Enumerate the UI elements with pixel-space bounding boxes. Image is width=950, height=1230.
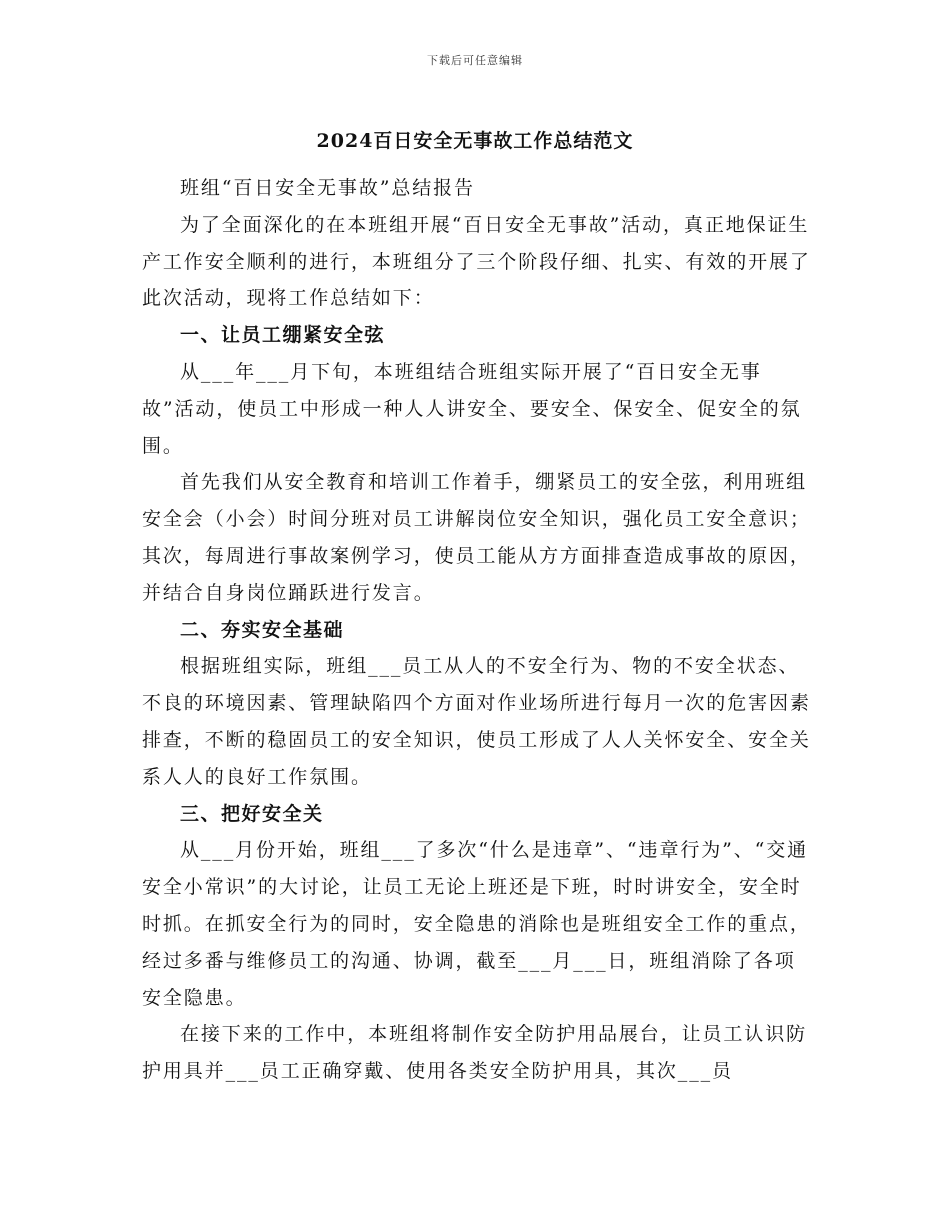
- report-subtitle: 班组“百日安全无事故”总结报告: [180, 177, 475, 199]
- document-title: 2024百日安全无事故工作总结范文: [316, 130, 634, 152]
- section-1-paragraph-1: 从___年___月下旬，本班组结合班组实际开展了“百日安全无事故”活动，使员工中形成一种人人讲安全、要安全、保安全、促安全的氛围。: [142, 360, 802, 457]
- document-body: [142, 170, 812, 1090]
- header-note: 下载后可任意编辑: [427, 54, 523, 67]
- closing-paragraph: 在接下来的工作中，本班组将制作安全防护用品展台，让员工认识防护用具并___员工正确穿戴、使用各类安全防护用具，其次___员: [142, 1023, 808, 1083]
- section-heading-2: 二、夯实安全基础: [180, 618, 345, 641]
- section-heading-1: 一、让员工绷紧安全弦: [180, 324, 386, 347]
- section-1-paragraph-2: 首先我们从安全教育和培训工作着手，绷紧员工的安全弦，利用班组安全会（小会）时间分班对员工讲解岗位安全知识，强化员工安全意识；其次，每周进行事故案例学习，使员工能从方方面排查造成事故的原因，并结合自身岗位踊跃进行发言。: [142, 471, 811, 604]
- section-2-paragraph-1: 根据班组实际，班组___员工从人的不安全行为、物的不安全状态、不良的环境因素、管理缺陷四个方面对作业场所进行每月一次的危害因素排查，不断的稳固员工的安全知识，使员工形成了人人关怀安全、安全关系人人的良好工作氛围。: [142, 655, 811, 788]
- section-3-paragraph-1: 从___月份开始，班组___了多次“什么是违章”、“违章行为”、“交通安全小常识”的大讨论，让员工无论上班还是下班，时时讲安全，安全时时抓。在抓安全行为的同时，安全隐患的消除也是班组安全工作的重点，经过多番与维修员工的沟通、协调，截至___月___日，班组消除了各项安全隐患。: [142, 839, 811, 1009]
- intro-paragraph: 为了全面深化的在本班组开展“百日安全无事故”活动，真正地保证生产工作安全顺利的进行，本班组分了三个阶段仔细、扎实、有效的开展了此次活动，现将工作总结如下：: [142, 213, 811, 310]
- section-heading-3: 三、把好安全关: [180, 802, 324, 825]
